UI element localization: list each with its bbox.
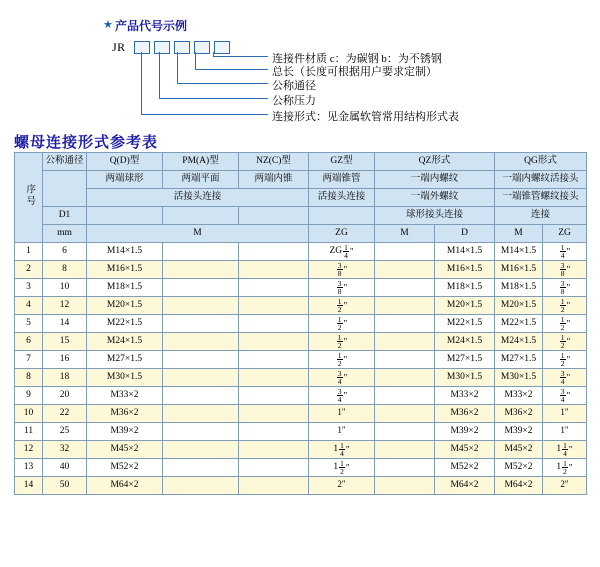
product-code-legend bbox=[0, 0, 600, 128]
cell-qg-zg: 1" bbox=[543, 423, 587, 441]
table-row bbox=[15, 459, 587, 477]
cell-dn: 18 bbox=[43, 369, 87, 387]
cell-gz: ZG $\frac{1}{4}$ " bbox=[309, 243, 375, 261]
cell-nz bbox=[239, 477, 309, 495]
th-group-qg: QG形式 bbox=[495, 153, 587, 171]
cell-qg-m: M24×1.5 bbox=[495, 333, 543, 351]
cell-qz-m bbox=[375, 477, 435, 495]
cell-qg-zg: $\frac{1}{2}$ " bbox=[543, 333, 587, 351]
cell-q: M18×1.5 bbox=[87, 279, 163, 297]
cell-pm bbox=[163, 297, 239, 315]
th-row4-qz: 球形接头连接 bbox=[375, 207, 495, 225]
cell-nz bbox=[239, 405, 309, 423]
cell-seq: 2 bbox=[15, 261, 43, 279]
cell-q: M30×1.5 bbox=[87, 369, 163, 387]
cell-gz: 1 $\frac{1}{4}$ " bbox=[309, 441, 375, 459]
table-row bbox=[15, 441, 587, 459]
th-row4-pm bbox=[163, 207, 239, 225]
cell-dn: 14 bbox=[43, 315, 87, 333]
cell-qz-d: M33×2 bbox=[435, 387, 495, 405]
cell-qg-m: M22×1.5 bbox=[495, 315, 543, 333]
cell-qz-m bbox=[375, 333, 435, 351]
cell-qg-zg: $\frac{3}{8}$ " bbox=[543, 261, 587, 279]
cell-dn: 16 bbox=[43, 351, 87, 369]
th-sub-nz: 两端内锥 bbox=[239, 171, 309, 189]
cell-gz: 1" bbox=[309, 405, 375, 423]
th-group-qz: QZ形式 bbox=[375, 153, 495, 171]
cell-nz bbox=[239, 459, 309, 477]
cell-gz: 2" bbox=[309, 477, 375, 495]
cell-seq: 4 bbox=[15, 297, 43, 315]
legend-note-connection: 连接形式：见金属软管常用结构形式表 bbox=[272, 111, 459, 123]
cell-pm bbox=[163, 243, 239, 261]
th-sub-gz: 两端锥管 bbox=[309, 171, 375, 189]
legend-note-pressure: 公称压力 bbox=[272, 95, 316, 107]
cell-qg-zg: 1 $\frac{1}{2}$ " bbox=[543, 459, 587, 477]
th-row4-gz bbox=[309, 207, 375, 225]
cell-q: M39×2 bbox=[87, 423, 163, 441]
cell-qg-m: M36×2 bbox=[495, 405, 543, 423]
th-unit-m: M bbox=[87, 225, 309, 243]
cell-qg-m: M30×1.5 bbox=[495, 369, 543, 387]
leader-line bbox=[177, 52, 178, 83]
cell-dn: 8 bbox=[43, 261, 87, 279]
leader-line bbox=[213, 56, 268, 57]
cell-seq: 8 bbox=[15, 369, 43, 387]
cell-nz bbox=[239, 297, 309, 315]
cell-qz-d: M18×1.5 bbox=[435, 279, 495, 297]
code-box-row bbox=[134, 41, 230, 54]
cell-pm bbox=[163, 351, 239, 369]
th-unit-qz-d: D bbox=[435, 225, 495, 243]
cell-seq: 12 bbox=[15, 441, 43, 459]
cell-pm bbox=[163, 387, 239, 405]
cell-qg-m: M20×1.5 bbox=[495, 297, 543, 315]
th-row4-nz bbox=[239, 207, 309, 225]
th-unit-zg: ZG bbox=[309, 225, 375, 243]
cell-q: M52×2 bbox=[87, 459, 163, 477]
cell-seq: 5 bbox=[15, 315, 43, 333]
cell-q: M27×1.5 bbox=[87, 351, 163, 369]
cell-qz-d: M36×2 bbox=[435, 405, 495, 423]
th-seq: 序号 bbox=[15, 153, 43, 243]
th-row3-left: 活接头连接 bbox=[87, 189, 309, 207]
cell-q: M33×2 bbox=[87, 387, 163, 405]
cell-qg-zg: $\frac{1}{4}$ " bbox=[543, 243, 587, 261]
table-row bbox=[15, 387, 587, 405]
th-row4-qg: 连接 bbox=[495, 207, 587, 225]
th-row4-q bbox=[87, 207, 163, 225]
cell-dn: 15 bbox=[43, 333, 87, 351]
table-row bbox=[15, 423, 587, 441]
cell-dn: 10 bbox=[43, 279, 87, 297]
cell-qz-m bbox=[375, 423, 435, 441]
cell-q: M36×2 bbox=[87, 405, 163, 423]
cell-qg-m: M64×2 bbox=[495, 477, 543, 495]
cell-q: M24×1.5 bbox=[87, 333, 163, 351]
cell-qz-d: M30×1.5 bbox=[435, 369, 495, 387]
cell-pm bbox=[163, 369, 239, 387]
code-box bbox=[154, 41, 170, 54]
th-sub-qz: 一端内螺纹 bbox=[375, 171, 495, 189]
cell-qg-zg: $\frac{3}{8}$ " bbox=[543, 279, 587, 297]
cell-qz-m bbox=[375, 387, 435, 405]
th-row3-qz: 一端外螺纹 bbox=[375, 189, 495, 207]
th-group-q: Q(D)型 bbox=[87, 153, 163, 171]
th-d1: D1 bbox=[43, 207, 87, 225]
cell-qz-m bbox=[375, 441, 435, 459]
cell-gz: $\frac{1}{2}$ " bbox=[309, 297, 375, 315]
th-unit-qg-m: M bbox=[495, 225, 543, 243]
cell-nz bbox=[239, 387, 309, 405]
legend-note-dn: 公称通径 bbox=[272, 80, 316, 92]
cell-qg-zg: $\frac{3}{4}$ " bbox=[543, 369, 587, 387]
cell-qg-m: M39×2 bbox=[495, 423, 543, 441]
th-sub-qg: 一端内螺纹活接头 bbox=[495, 171, 587, 189]
cell-qg-zg: $\frac{1}{2}$ " bbox=[543, 297, 587, 315]
cell-qg-zg: 1" bbox=[543, 405, 587, 423]
code-box bbox=[214, 41, 230, 54]
cell-pm bbox=[163, 477, 239, 495]
cell-pm bbox=[163, 279, 239, 297]
cell-dn: 22 bbox=[43, 405, 87, 423]
table-row bbox=[15, 405, 587, 423]
cell-pm bbox=[163, 315, 239, 333]
cell-qg-zg: 2" bbox=[543, 477, 587, 495]
cell-qz-m bbox=[375, 279, 435, 297]
th-sub-pm: 两端平面 bbox=[163, 171, 239, 189]
cell-nz bbox=[239, 423, 309, 441]
cell-nz bbox=[239, 315, 309, 333]
cell-nz bbox=[239, 261, 309, 279]
th-sub-q: 两端球形 bbox=[87, 171, 163, 189]
code-box bbox=[134, 41, 150, 54]
th-row3-gz: 活接头连接 bbox=[309, 189, 375, 207]
th-unit-qg-zg: ZG bbox=[543, 225, 587, 243]
cell-qg-zg: $\frac{1}{2}$ " bbox=[543, 351, 587, 369]
legend-note-material: 连接件材质 c：为碳钢 b：为不锈钢 bbox=[272, 53, 442, 65]
table-row bbox=[15, 297, 587, 315]
cell-qz-d: M45×2 bbox=[435, 441, 495, 459]
table-row bbox=[15, 351, 587, 369]
cell-qg-m: M27×1.5 bbox=[495, 351, 543, 369]
cell-qz-m bbox=[375, 243, 435, 261]
th-group-nz: NZ(C)型 bbox=[239, 153, 309, 171]
cell-q: M16×1.5 bbox=[87, 261, 163, 279]
cell-gz: $\frac{1}{2}$ " bbox=[309, 315, 375, 333]
th-group-pm: PM(A)型 bbox=[163, 153, 239, 171]
leader-line bbox=[195, 69, 268, 70]
table-row bbox=[15, 333, 587, 351]
cell-pm bbox=[163, 423, 239, 441]
cell-qg-m: M33×2 bbox=[495, 387, 543, 405]
cell-q: M14×1.5 bbox=[87, 243, 163, 261]
cell-qg-m: M14×1.5 bbox=[495, 243, 543, 261]
table-row bbox=[15, 369, 587, 387]
leader-line bbox=[195, 52, 196, 69]
cell-seq: 6 bbox=[15, 333, 43, 351]
cell-nz bbox=[239, 243, 309, 261]
table-row bbox=[15, 315, 587, 333]
cell-q: M45×2 bbox=[87, 441, 163, 459]
cell-seq: 10 bbox=[15, 405, 43, 423]
cell-nz bbox=[239, 441, 309, 459]
cell-qz-d: M24×1.5 bbox=[435, 333, 495, 351]
th-unit-mm: mm bbox=[43, 225, 87, 243]
cell-dn: 25 bbox=[43, 423, 87, 441]
legend-note-length: 总长（长度可根据用户要求定制） bbox=[272, 66, 437, 78]
cell-qg-m: M52×2 bbox=[495, 459, 543, 477]
leader-line bbox=[177, 83, 268, 84]
cell-qg-m: M45×2 bbox=[495, 441, 543, 459]
cell-q: M20×1.5 bbox=[87, 297, 163, 315]
th-group-gz: GZ型 bbox=[309, 153, 375, 171]
cell-gz: $\frac{3}{8}$ " bbox=[309, 279, 375, 297]
cell-gz: $\frac{3}{4}$ " bbox=[309, 369, 375, 387]
cell-seq: 13 bbox=[15, 459, 43, 477]
cell-nz bbox=[239, 333, 309, 351]
cell-nz bbox=[239, 351, 309, 369]
th-row3-qg: 一端锥管螺纹接头 bbox=[495, 189, 587, 207]
cell-pm bbox=[163, 333, 239, 351]
cell-dn: 50 bbox=[43, 477, 87, 495]
cell-qz-m bbox=[375, 261, 435, 279]
cell-qz-d: M64×2 bbox=[435, 477, 495, 495]
cell-qg-zg: $\frac{3}{4}$ " bbox=[543, 387, 587, 405]
table-row bbox=[15, 261, 587, 279]
cell-qz-d: M27×1.5 bbox=[435, 351, 495, 369]
cell-qz-d: M52×2 bbox=[435, 459, 495, 477]
cell-qg-zg: $\frac{1}{2}$ " bbox=[543, 315, 587, 333]
cell-gz: 1" bbox=[309, 423, 375, 441]
cell-qz-m bbox=[375, 297, 435, 315]
cell-dn: 40 bbox=[43, 459, 87, 477]
cell-seq: 11 bbox=[15, 423, 43, 441]
table-row bbox=[15, 279, 587, 297]
cell-dn: 12 bbox=[43, 297, 87, 315]
cell-qz-m bbox=[375, 459, 435, 477]
cell-dn: 20 bbox=[43, 387, 87, 405]
cell-qz-m bbox=[375, 405, 435, 423]
cell-qz-d: M20×1.5 bbox=[435, 297, 495, 315]
cell-nz bbox=[239, 279, 309, 297]
th-dn-blank bbox=[43, 171, 87, 207]
cell-seq: 3 bbox=[15, 279, 43, 297]
cell-nz bbox=[239, 369, 309, 387]
cell-gz: $\frac{1}{2}$ " bbox=[309, 351, 375, 369]
cell-pm bbox=[163, 261, 239, 279]
cell-q: M64×2 bbox=[87, 477, 163, 495]
legend-prefix: JR bbox=[112, 40, 126, 54]
leader-line bbox=[141, 52, 142, 114]
cell-seq: 7 bbox=[15, 351, 43, 369]
cell-gz: 1 $\frac{1}{2}$ " bbox=[309, 459, 375, 477]
cell-pm bbox=[163, 459, 239, 477]
table-body bbox=[15, 243, 587, 495]
cell-seq: 1 bbox=[15, 243, 43, 261]
cell-qz-d: M39×2 bbox=[435, 423, 495, 441]
cell-qz-d: M16×1.5 bbox=[435, 261, 495, 279]
cell-qz-m bbox=[375, 315, 435, 333]
table-title: 螺母连接形式参考表 bbox=[14, 135, 159, 151]
cell-qz-d: M14×1.5 bbox=[435, 243, 495, 261]
cell-pm bbox=[163, 405, 239, 423]
cell-qz-m bbox=[375, 351, 435, 369]
leader-line bbox=[159, 98, 268, 99]
nut-connection-table bbox=[14, 152, 587, 495]
cell-qg-m: M16×1.5 bbox=[495, 261, 543, 279]
cell-qg-m: M18×1.5 bbox=[495, 279, 543, 297]
cell-dn: 6 bbox=[43, 243, 87, 261]
star-icon: ★ bbox=[103, 19, 113, 31]
cell-seq: 14 bbox=[15, 477, 43, 495]
code-box bbox=[194, 41, 210, 54]
cell-seq: 9 bbox=[15, 387, 43, 405]
cell-gz: $\frac{3}{4}$ " bbox=[309, 387, 375, 405]
legend-title: 产品代号示例 bbox=[115, 19, 188, 33]
cell-dn: 32 bbox=[43, 441, 87, 459]
cell-pm bbox=[163, 441, 239, 459]
th-dn: 公称通径 bbox=[43, 153, 87, 171]
cell-gz: $\frac{1}{2}$ " bbox=[309, 333, 375, 351]
leader-line bbox=[141, 114, 268, 115]
leader-line bbox=[159, 52, 160, 98]
table-row bbox=[15, 477, 587, 495]
cell-q: M22×1.5 bbox=[87, 315, 163, 333]
th-unit-qz-m: M bbox=[375, 225, 435, 243]
cell-qz-d: M22×1.5 bbox=[435, 315, 495, 333]
cell-qz-m bbox=[375, 369, 435, 387]
cell-gz: $\frac{3}{8}$ " bbox=[309, 261, 375, 279]
table-row bbox=[15, 243, 587, 261]
cell-qg-zg: 1 $\frac{1}{4}$ " bbox=[543, 441, 587, 459]
